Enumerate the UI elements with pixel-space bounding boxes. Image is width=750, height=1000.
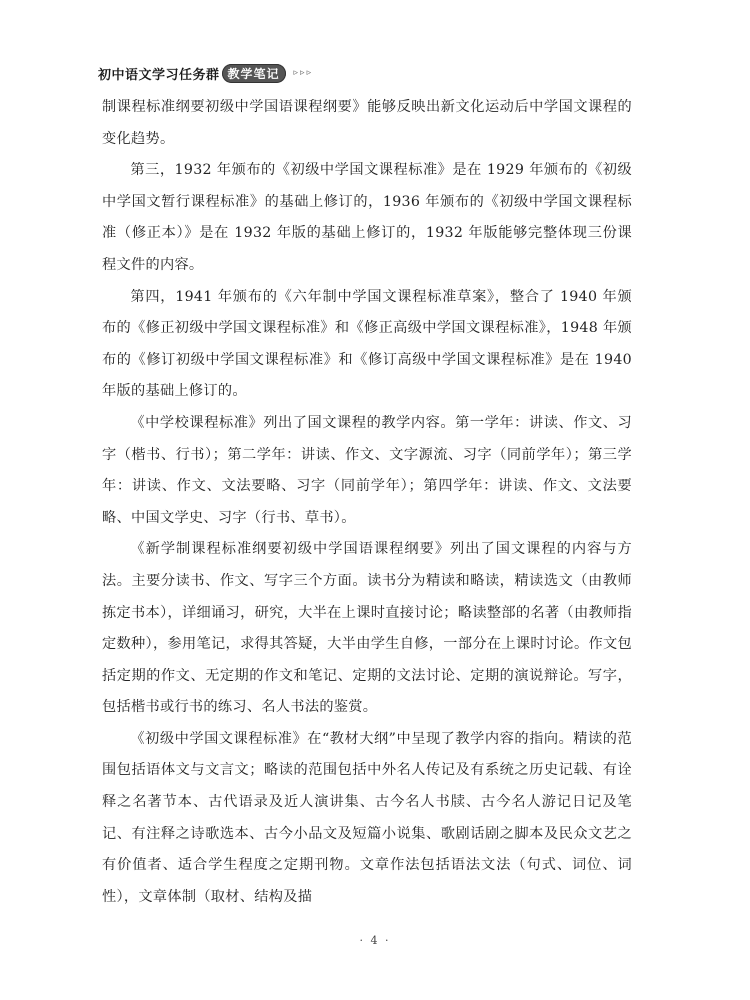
paragraph: 《中学校课程标准》列出了国文课程的教学内容。第一学年：讲读、作文、习字（楷书、行书）；第二学年：讲读、作文、文字源流、习字（同前学年）；第三学年：讲读、作文、文法要略、习字（同前学年）；第四学年：讲读、作文、文法要略、中国文学史、习字（行书、草书）。 xyxy=(102,414,632,526)
header-title: 初中语文学习任务群 xyxy=(98,67,220,83)
page-header xyxy=(98,62,313,84)
paragraph: 第四，1941 年颁布的《六年制中学国文课程标准草案》，整合了 1940 年颁布的《修正初级中学国文课程标准》和《修正高级中学国文课程标准》，1948 年颁布的《修订初级中学国文课程标准》和《修订高级中学国文课程标准》是在 1940 年版的基础上修订的。 xyxy=(102,288,632,400)
paragraph: 《初级中学国文课程标准》在“教材大纲”中呈现了教学内容的指向。精读的范围包括语体文与文言文；略读的范围包括中外名人传记及有系统之历史记载、有诠释之名著节本、古代语录及近人演讲集、古今名人书牍、古今名人游记日记及笔记、有注释之诗歌选本、古今小品文及短篇小说集、歌剧话剧之脚本及民众文艺之有价值者、适合学生程度之定期刊物。文章作法包括语法文法（句式、词位、词性），文章体制（取材、结构及描 xyxy=(102,730,632,905)
header-badge: 教学笔记 xyxy=(222,64,286,83)
paragraph: 第三，1932 年颁布的《初级中学国文课程标准》是在 1929 年颁布的《初级中学国文暂行课程标准》的基础上修订的，1936 年颁布的《初级中学国文课程标准（修正本）》是在 1932 年版的基础上修订的，1932 年版能够完整体现三份课程文件的内容。 xyxy=(102,162,632,273)
header-arrows-icon: ▹▹▹ xyxy=(293,68,314,78)
page-number: · 4 · xyxy=(359,934,391,947)
paragraph-continuation: 制课程标准纲要初级中学国语课程纲要》能够反映出新文化运动后中学国文课程的变化趋势。 xyxy=(102,99,632,147)
document-body xyxy=(102,92,632,913)
paragraph: 《新学制课程标准纲要初级中学国语课程纲要》列出了国文课程的内容与方法。主要分读书、作文、写字三个方面。读书分为精读和略读，精读选文（由教师拣定书本），详细诵习，研究，大半在上课时直接讨论；略读整部的名著（由教师指定数种），参用笔记，求得其答疑，大半由学生自修，一部分在上课时讨论。作文包括定期的作文、无定期的作文和笔记、定期的文法讨论、定期的演说辩论。写字，包括楷书或行书的练习、名人书法的鉴赏。 xyxy=(102,541,632,716)
